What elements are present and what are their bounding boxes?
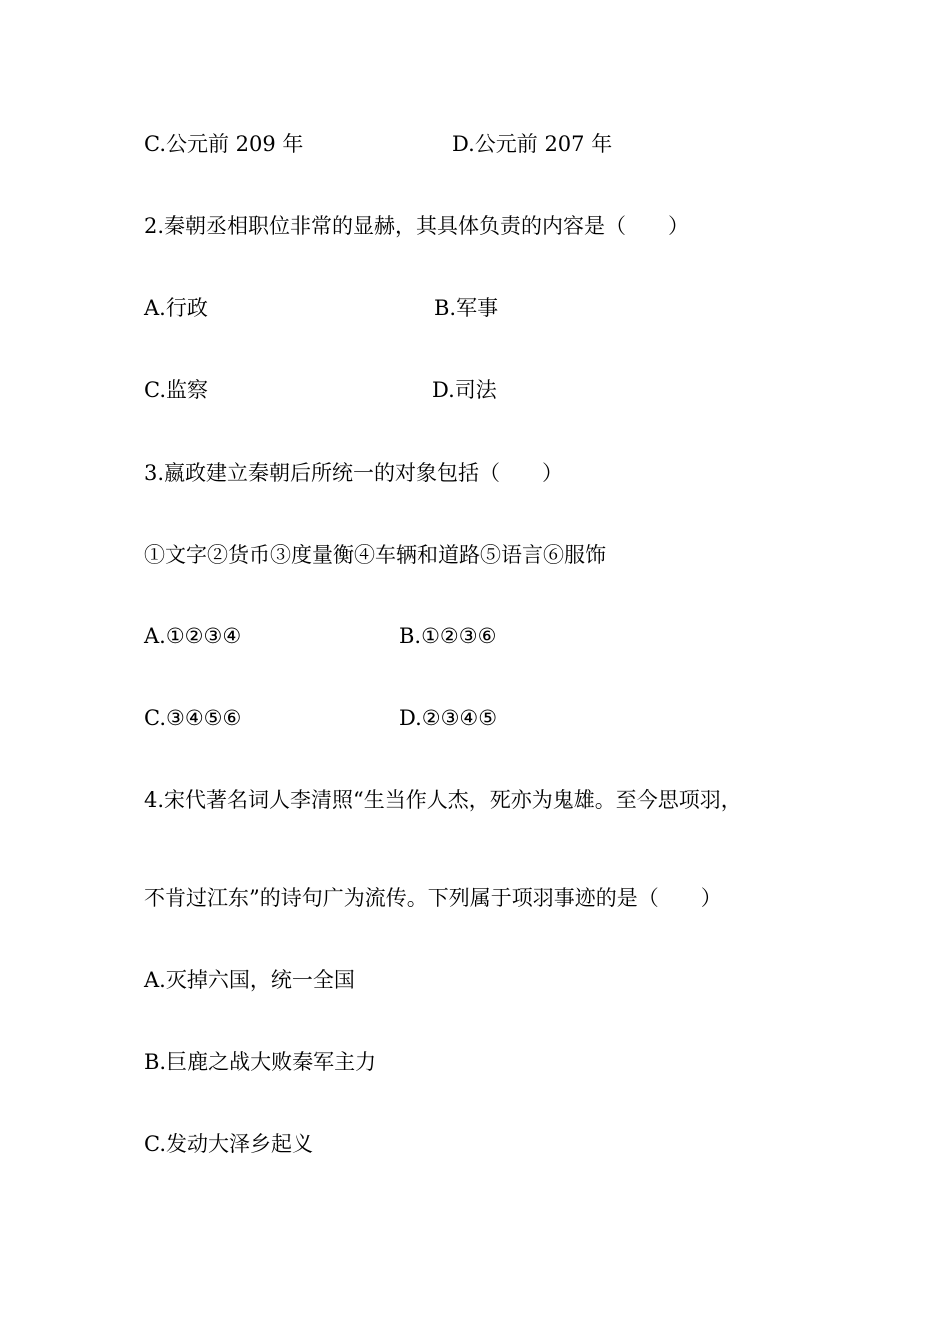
q3-option-c: C.③④⑤⑥ xyxy=(144,706,242,730)
q2-option-c: C.监察 xyxy=(144,378,208,402)
q3-stem: 3.嬴政建立秦朝后所统一的对象包括（ ） xyxy=(144,461,564,485)
q4-stem-line2: 不肯过江东”的诗句广为流传。下列属于项羽事迹的是（ ） xyxy=(144,886,722,910)
q2-stem: 2.秦朝丞相职位非常的显赫，其具体负责的内容是（ ） xyxy=(144,214,690,238)
q3-option-b: B.①②③⑥ xyxy=(399,624,497,648)
q1-option-d: D.公元前 207 年 xyxy=(452,132,613,156)
q4-option-a: A.灭掉六国，统一全国 xyxy=(144,968,355,992)
q3-option-d: D.②③④⑤ xyxy=(399,706,498,730)
q3-items: ①文字②货币③度量衡④车辆和道路⑤语言⑥服饰 xyxy=(144,543,606,567)
q2-option-b: B.军事 xyxy=(434,296,499,320)
q1-option-c: C.公元前 209 年 xyxy=(144,132,304,156)
q2-option-d: D.司法 xyxy=(432,378,497,402)
q4-stem-line1: 4.宋代著名词人李清照“生当作人杰，死亦为鬼雄。至今思项羽， xyxy=(144,788,742,812)
q2-option-a: A.行政 xyxy=(144,296,208,320)
q4-option-b: B.巨鹿之战大败秦军主力 xyxy=(144,1050,377,1074)
q4-option-c: C.发动大泽乡起义 xyxy=(144,1132,313,1156)
q3-option-a: A.①②③④ xyxy=(144,624,242,648)
